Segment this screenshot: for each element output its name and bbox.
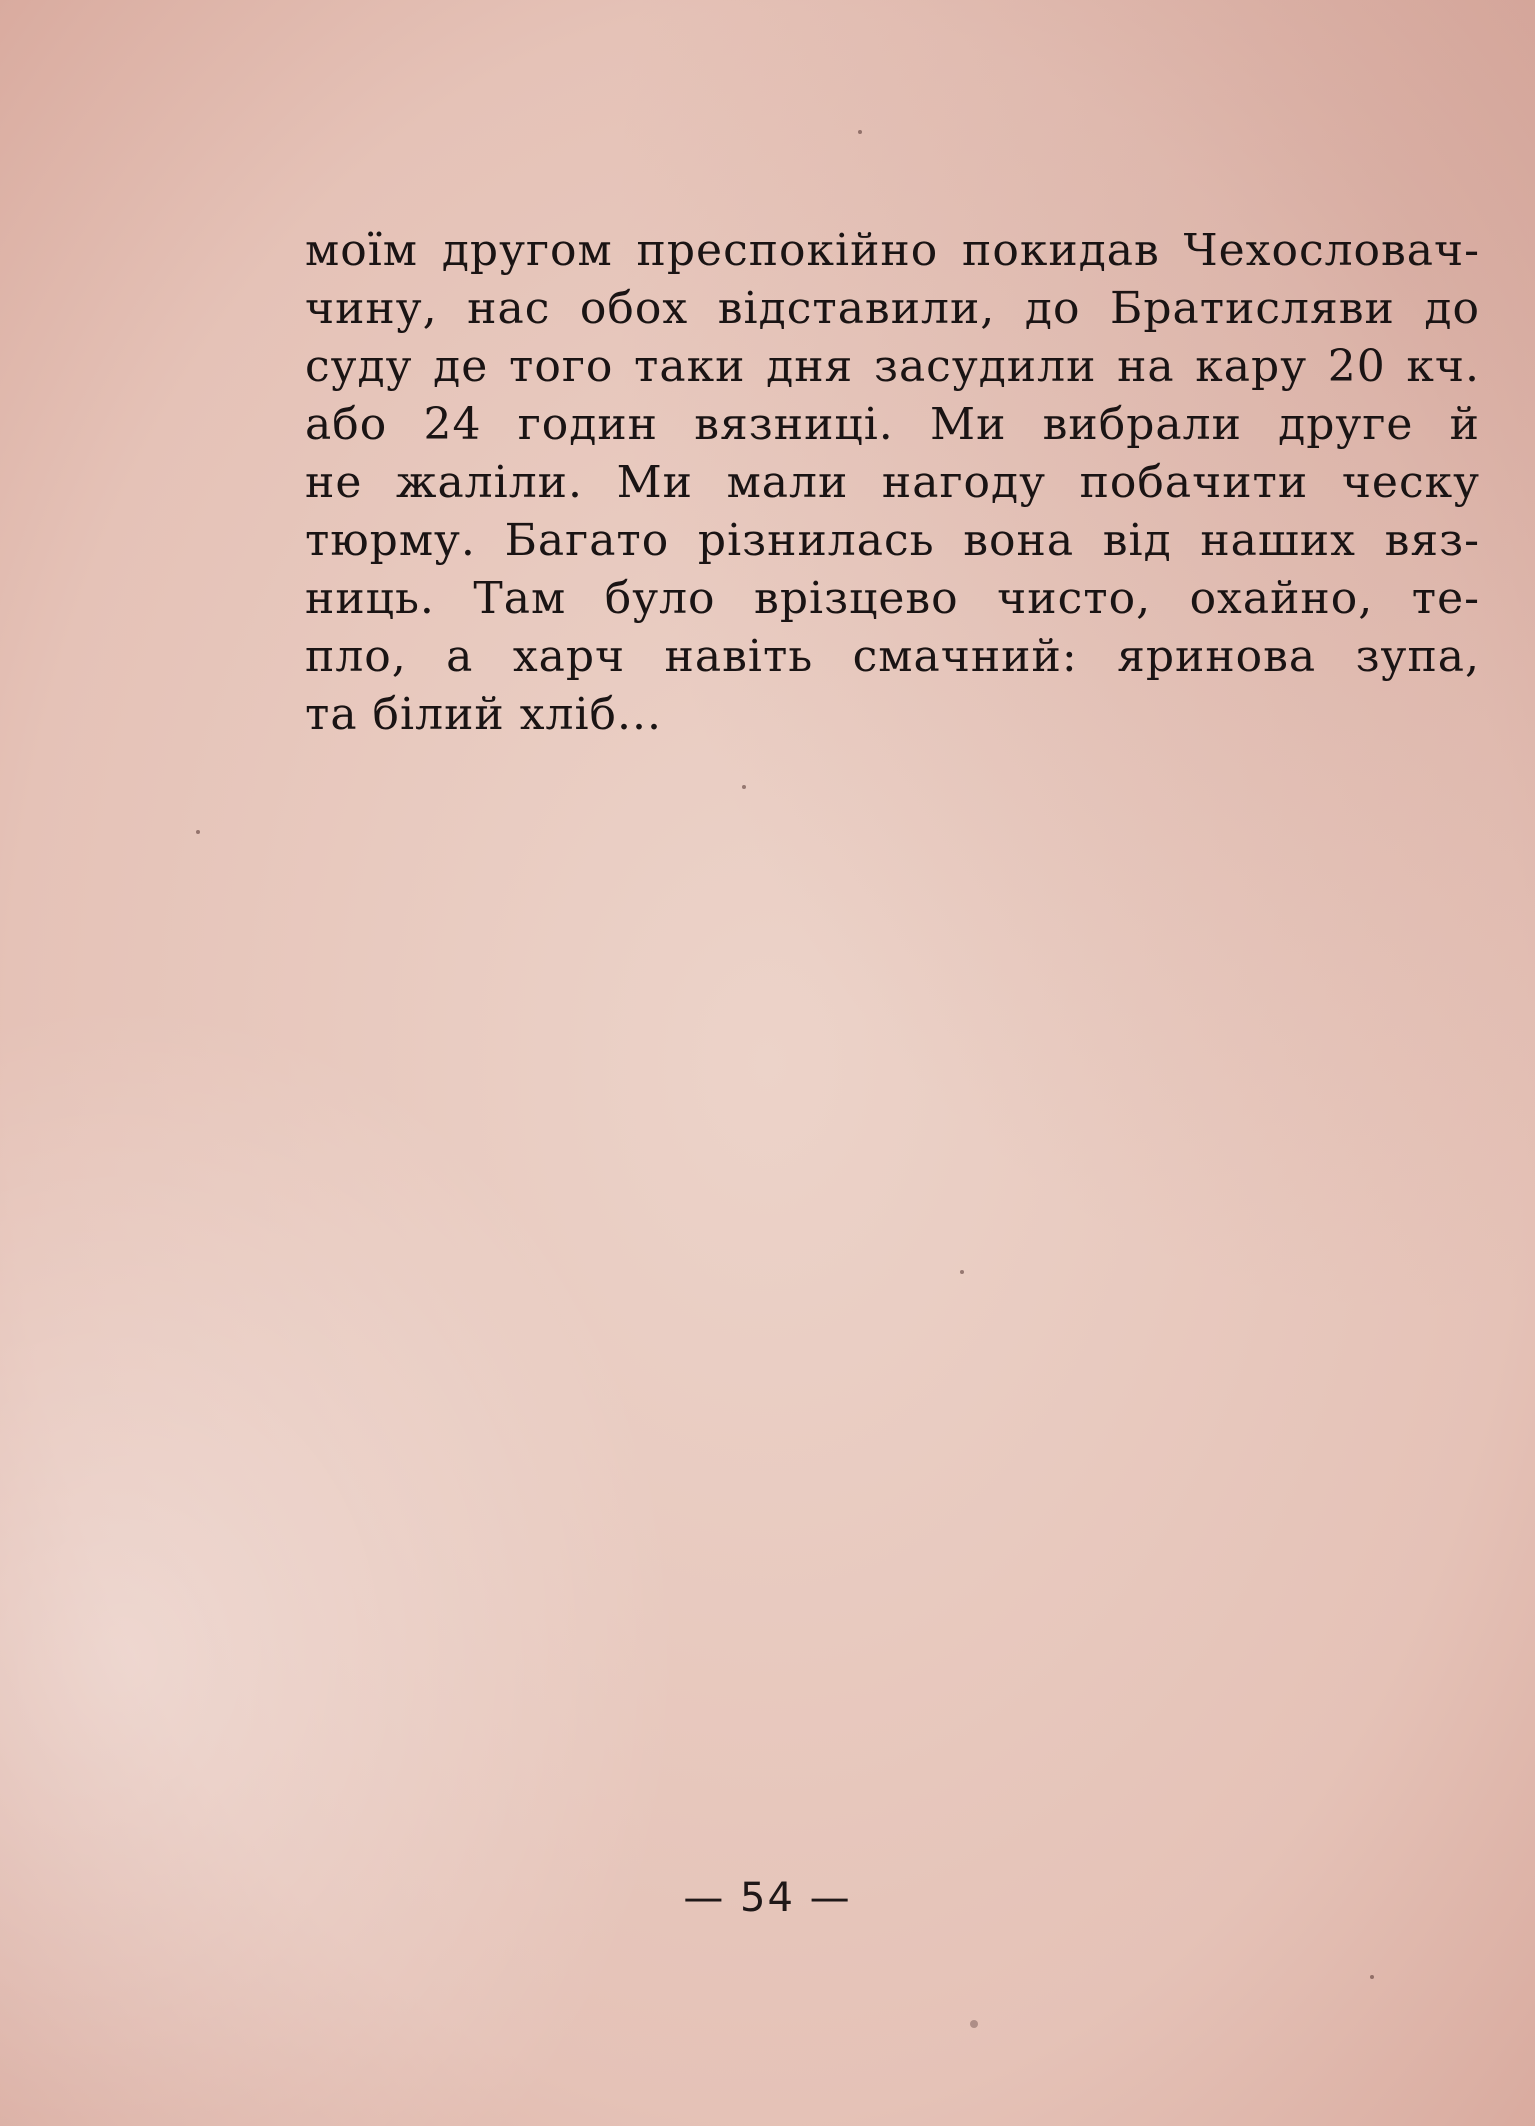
paper-speck [970,2020,978,2028]
text-line: суду де того таки дня засудили на кару 20 кч. [305,341,1480,392]
paper-speck [1370,1975,1374,1979]
text-line: та білий хліб... [305,689,662,740]
text-line: або 24 годин вязниці. Ми вибрали друге й [305,399,1480,450]
text-line: ниць. Там було врізцево чисто, охайно, те- [305,573,1480,624]
paper-speck [960,1270,964,1274]
body-text [305,222,1480,744]
page-number: — 54 — [683,1875,852,1921]
text-line: тюрму. Багато різнилась вона від наших вяз- [305,515,1480,566]
paper-speck [196,830,200,834]
text-line: не жаліли. Ми мали нагоду побачити ческу [305,457,1480,508]
text-line: моїм другом преспокійно покидав Чехословач- [305,225,1480,276]
paper-speck [858,130,862,134]
paper-speck [742,785,746,789]
text-line: пло, а харч навіть смачний: яринова зупа, [305,631,1480,682]
text-line: чину, нас обох відставили, до Братисляви до [305,283,1480,334]
